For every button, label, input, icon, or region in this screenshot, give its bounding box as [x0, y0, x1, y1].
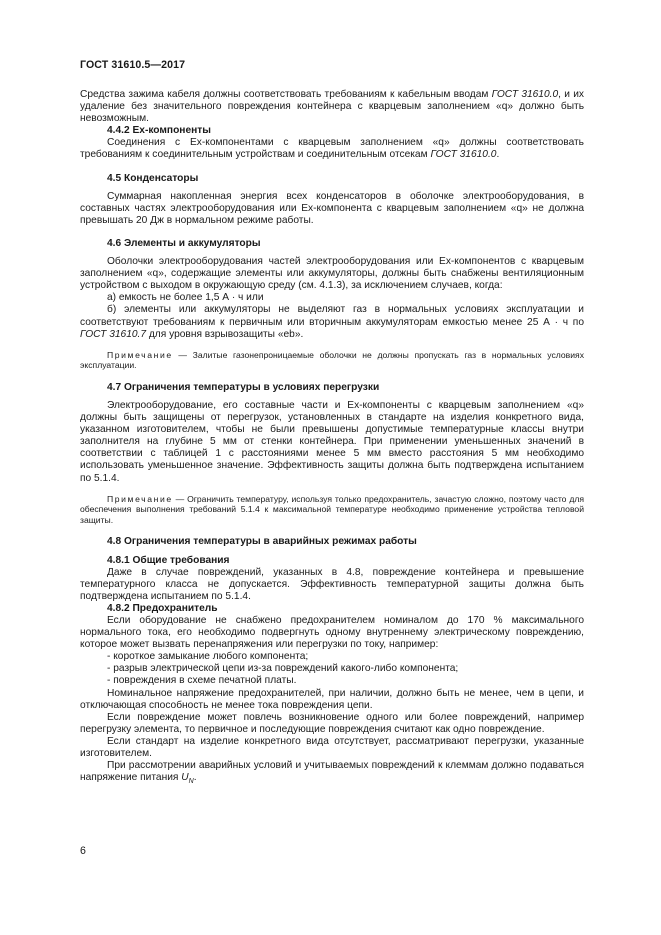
list-item-a: а) емкость не более 1,5 А · ч или: [107, 292, 264, 304]
section-heading-4-5: 4.5 Конденсаторы: [107, 172, 199, 184]
text: Средства зажима кабеля должны соответствовать требованиям к кабельным вводам: [80, 89, 492, 100]
list-item: - разрыв электрической цепи из-за повреждений какого-либо компонента;: [107, 663, 459, 675]
paragraph-no-standard: Если стандарт на изделие конкретного вида отсутствует, рассматривают перегрузки, указанные изготовителем.: [80, 735, 584, 759]
standard-reference: ГОСТ 31610.0: [430, 149, 497, 161]
paragraph-capacitors: Суммарная накопленная энергия всех конденсаторов в оболочке электрооборудования, в составных частях электрооборудования или Ex-компонента с кварцевым заполнением «q» не должна превышать 20 Дж в нормальном режиме работы.: [80, 190, 584, 226]
paragraph-supply-voltage: [80, 760, 584, 788]
paragraph-ex-components: [80, 137, 584, 161]
section-heading-4-7: 4.7 Ограничения температуры в условиях перегрузки: [107, 381, 380, 393]
text: Соединения с Ex-компонентами с кварцевым заполнением «q» должны соответствовать требованиям к соединительным устройствам и соединительным отсекам: [80, 137, 584, 161]
standard-reference: ГОСТ 31610.0: [491, 89, 559, 100]
paragraph-fault-chain: Если повреждение может повлечь возникновение одного или более повреждений, например перегрузку элемента, то первичное и последующие повреждения считают как одно повреждение.: [80, 711, 584, 735]
section-heading-4-8-2: 4.8.2 Предохранитель: [107, 602, 218, 614]
text: , и их удаление без значительного повреждения контейнера с кварцевым заполнением «q» должно быть невозможным.: [80, 89, 584, 125]
voltage-subscript: N: [188, 778, 194, 786]
note-text: — Залитые газонепроницаемые оболочки не должны пропускать газ в нормальных условиях эксплуатации.: [80, 349, 584, 371]
running-header: ГОСТ 31610.5—2017: [80, 59, 186, 71]
section-heading-4-4-2: 4.4.2 Ex-компоненты: [107, 125, 211, 137]
paragraph-overload: Электрооборудование, его составные части и Ex-компоненты с кварцевым заполнением «q» должны быть защищены от перегрузок, установленных в стандарте на изделия конкретного вида, указанном изготовителем, чтобы не были превышены допустимые температурные классы внутри заполнителя на глубине 5 мм от стенки контейнера. При применении уменьшенных значений в соответствии с таблицей 1 с расстояниями менее 5 мм вместо расстояния 5 мм необходимо использовать уменьшенное значение. Эффективность защиты должна быть подтверждена испытанием по 5.1.4.: [80, 399, 584, 484]
paragraph-fuse-voltage: Номинальное напряжение предохранителей, при наличии, должно быть не менее, чем в цепи, и отключающая способность не менее тока повреждения цепи.: [80, 687, 584, 711]
list-item: - повреждения в схеме печатной платы.: [107, 675, 297, 687]
text: б) элементы или аккумуляторы не выделяют газ в нормальных условиях эксплуатации и соответствуют требованиям к первичным или вторичным аккумуляторам емкостью менее 25 А · ч по: [80, 304, 584, 328]
paragraph-fuse: Если оборудование не снабжено предохранителем номиналом до 170 % максимального нормального тока, его необходимо подвергнуть одному внутреннему электрическому повреждению, которое может вызвать перенапряжения или перегрузки по току, например:: [80, 614, 584, 651]
section-heading-4-8-1: 4.8.1 Общие требования: [107, 554, 230, 566]
text: .: [193, 772, 197, 784]
text: для уровня взрывозащиты «eb».: [146, 328, 304, 340]
paragraph-cable-clamp: [80, 89, 584, 125]
section-heading-4-8: 4.8 Ограничения температуры в аварийных режимах работы: [107, 536, 417, 548]
list-item: - короткое замыкание любого компонента;: [107, 651, 309, 663]
note-4-7: [80, 494, 584, 526]
standard-reference: ГОСТ 31610.7: [80, 328, 147, 340]
note-text: — Ограничить температуру, используя только предохранитель, зачастую сложно, поэтому часто для обеспечения выполнения требований 5.1.4 к максимальной температуре необходимо применение устройства тепловой защиты.: [80, 493, 584, 525]
note-label: Примечание: [107, 493, 173, 504]
page-number: 6: [80, 845, 86, 857]
paragraph-general-requirements: Даже в случае повреждений, указанных в 4.8, повреждение контейнера и превышение температурного класса не допускается. Эффективность температурной защиты должна быть подтверждена испытанием по 5.1.4.: [80, 566, 584, 602]
text: При рассмотрении аварийных условий и учитываемых повреждений к клеммам должно подаваться напряжение питания: [80, 760, 584, 784]
note-label: Примечание: [107, 349, 173, 360]
document-body: [80, 89, 584, 788]
note-4-6: [80, 350, 584, 371]
text: .: [496, 149, 500, 161]
voltage-symbol: U: [181, 772, 189, 784]
list-item-b: [80, 304, 584, 340]
section-heading-4-6: 4.6 Элементы и аккумуляторы: [107, 237, 261, 249]
paragraph-cells-batteries: Оболочки электрооборудования частей электрооборудования или Ex-компонентов с кварцевым заполнением «q», содержащие элементы или аккумуляторы, должны быть снабжены вентиляционным устройством с выходом в окружающую среду (см. 4.1.3), за исключением случаев, когда:: [80, 256, 584, 292]
